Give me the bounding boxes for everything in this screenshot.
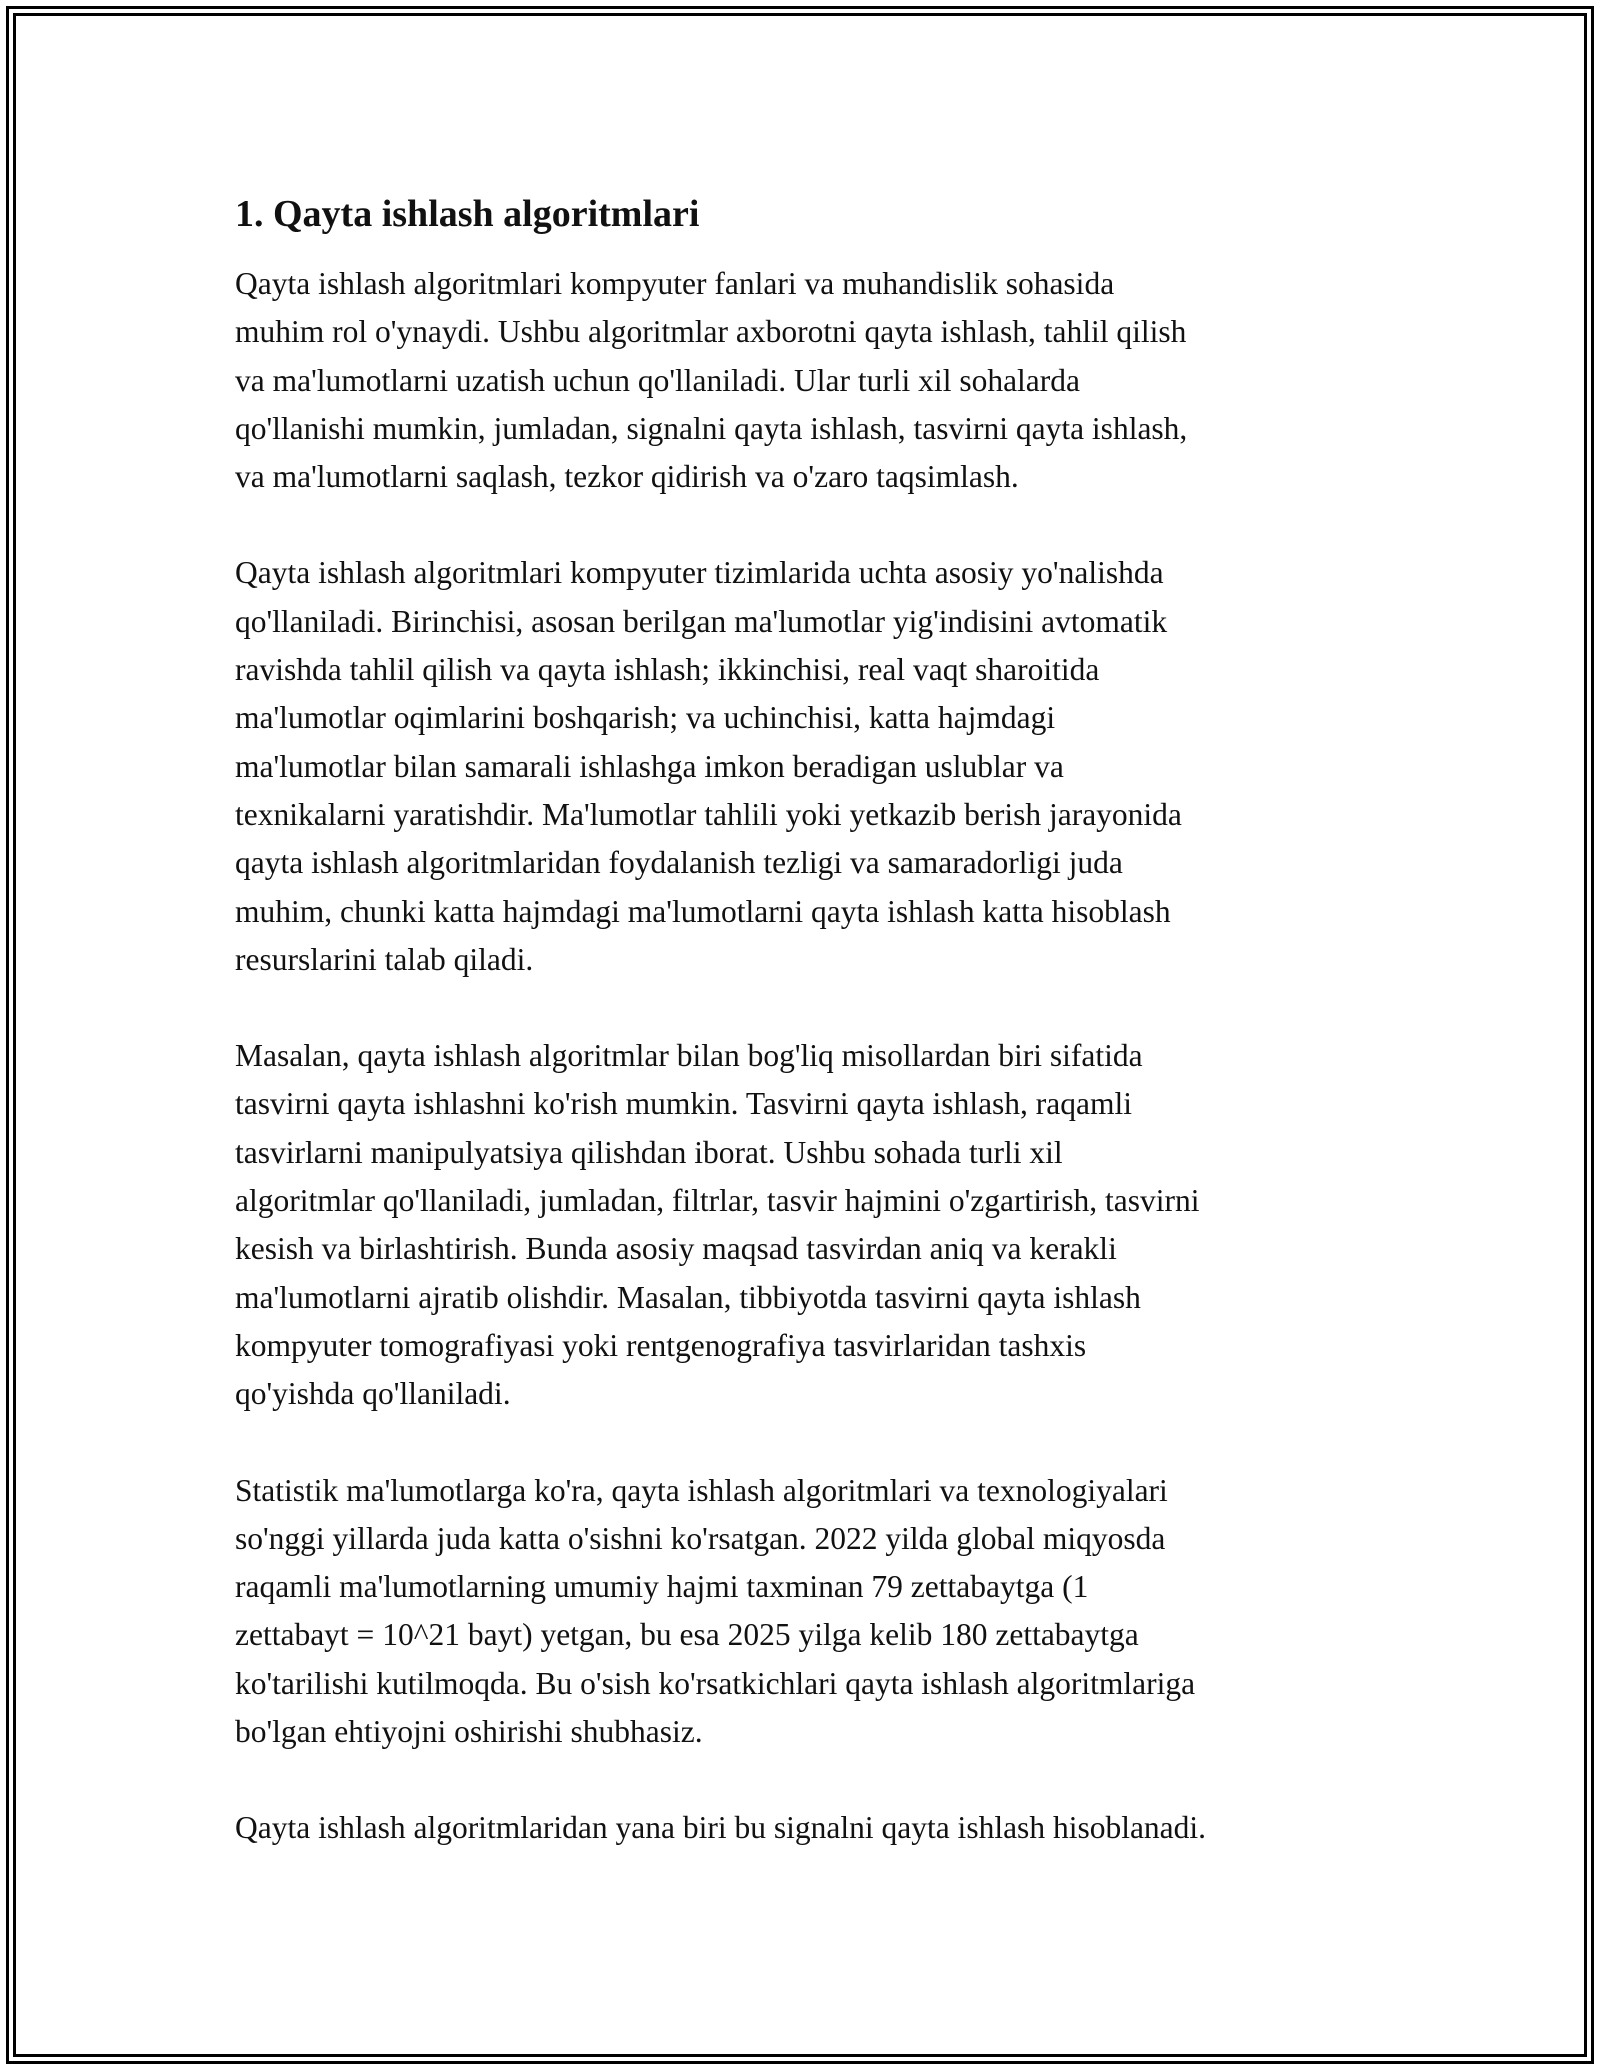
paragraph [235, 260, 1385, 501]
text-line: tasvirlarni manipulyatsiya qilishdan iborat. Ushbu sohada turli xil [235, 1134, 1063, 1170]
text-line: qayta ishlash algoritmlaridan foydalanish tezligi va samaradorligi juda [235, 845, 1123, 881]
text-line: resurslarini talab qiladi. [235, 941, 534, 977]
text-line: muhim, chunki katta hajmdagi ma'lumotlarni qayta ishlash katta hisoblash [235, 893, 1171, 929]
text-line: qo'llaniladi. Birinchisi, asosan berilgan ma'lumotlar yig'indisini avtomatik [235, 603, 1168, 639]
text-line: Qayta ishlash algoritmlaridan yana biri bu signalni qayta ishlash hisoblanadi. [235, 1810, 1207, 1846]
text-line: muhim rol o'ynaydi. Ushbu algoritmlar axborotni qayta ishlash, tahlil qilish [235, 314, 1187, 350]
text-line: kompyuter tomografiyasi yoki rentgenografiya tasvirlaridan tashxis [235, 1327, 1087, 1363]
document-body [235, 190, 1385, 1901]
text-line: va ma'lumotlarni saqlash, tezkor qidirish va o'zaro taqsimlash. [235, 459, 1019, 495]
text-line: zettabayt = 10^21 bayt) yetgan, bu esa 2025 yilga kelib 180 zettabaytga [235, 1617, 1139, 1653]
text-line: va ma'lumotlarni uzatish uchun qo'llaniladi. Ular turli xil sohalarda [235, 362, 1081, 398]
text-line: tasvirni qayta ishlashni ko'rish mumkin. Tasvirni qayta ishlash, raqamli [235, 1086, 1133, 1122]
text-line: so'nggi yillarda juda katta o'sishni ko'rsatgan. 2022 yilda global miqyosda [235, 1520, 1166, 1556]
text-line: bo'lgan ehtiyojni oshirishi shubhasiz. [235, 1714, 703, 1750]
paragraph [235, 1804, 1385, 1852]
paragraph [235, 549, 1385, 984]
paragraphs-container [235, 260, 1385, 1853]
text-line: Masalan, qayta ishlash algoritmlar bilan bog'liq misollardan biri sifatida [235, 1038, 1143, 1074]
text-line: ma'lumotlarni ajratib olishdir. Masalan, tibbiyotda tasvirni qayta ishlash [235, 1279, 1141, 1315]
text-line: Qayta ishlash algoritmlari kompyuter fanlari va muhandislik sohasida [235, 266, 1115, 301]
text-line: Statistik ma'lumotlarga ko'ra, qayta ishlash algoritmlari va texnologiyalari [235, 1472, 1168, 1508]
text-line: ma'lumotlar bilan samarali ishlashga imkon beradigan uslublar va [235, 748, 1064, 784]
paragraph [235, 1467, 1385, 1757]
text-line: algoritmlar qo'llaniladi, jumladan, filtrlar, tasvir hajmini o'zgartirish, tasvirni [235, 1183, 1200, 1219]
text-line: ko'tarilishi kutilmoqda. Bu o'sish ko'rsatkichlari qayta ishlash algoritmlariga [235, 1665, 1196, 1701]
text-line: qo'yishda qo'llaniladi. [235, 1376, 511, 1412]
paragraph [235, 1032, 1385, 1418]
text-line: ravishda tahlil qilish va qayta ishlash; ikkinchisi, real vaqt sharoitida [235, 652, 1100, 688]
text-line: raqamli ma'lumotlarning umumiy hajmi taxminan 79 zettabaytga (1 [235, 1569, 1089, 1605]
text-line: Qayta ishlash algoritmlari kompyuter tizimlarida uchta asosiy yo'nalishda [235, 555, 1164, 591]
text-line: texnikalarni yaratishdir. Ma'lumotlar tahlili yoki yetkazib berish jarayonida [235, 796, 1182, 832]
text-line: qo'llanishi mumkin, jumladan, signalni qayta ishlash, tasvirni qayta ishlash, [235, 410, 1188, 446]
text-line: kesish va birlashtirish. Bunda asosiy maqsad tasvirdan aniq va kerakli [235, 1231, 1117, 1267]
section-heading: 1. Qayta ishlash algoritmlari [235, 193, 700, 235]
text-line: ma'lumotlar oqimlarini boshqarish; va uchinchisi, katta hajmdagi [235, 700, 1056, 736]
